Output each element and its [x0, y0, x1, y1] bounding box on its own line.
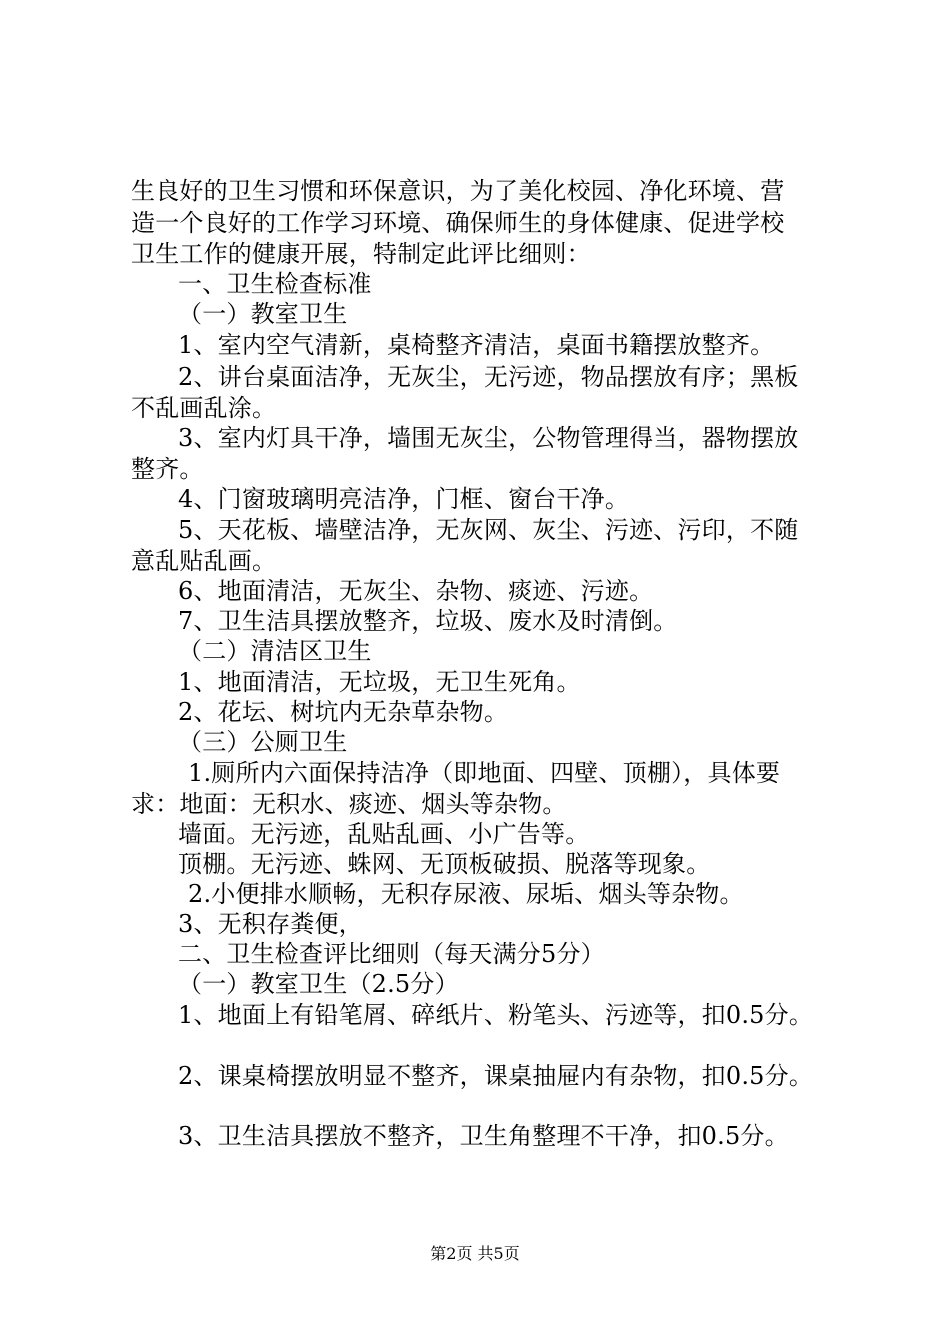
list-item: 墙面。无污迹，乱贴乱画、小广告等。 — [178, 820, 590, 848]
list-item: 1、地面上有铅笔屑、碎纸片、粉笔头、污迹等，扣0.5分。 — [178, 1001, 814, 1029]
list-item: 2、花坛、树坑内无杂草杂物。 — [178, 698, 509, 726]
list-item: 3、无积存粪便， — [178, 910, 363, 938]
list-item: 3、室内灯具干净，墙围无灰尘，公物管理得当，器物摆放 — [178, 424, 799, 452]
list-item: 1.厕所内六面保持洁净（即地面、四壁、顶棚），具体要 — [188, 759, 781, 787]
paragraph-line: 生良好的卫生习惯和环保意识，为了美化校园、净化环境、营 — [131, 177, 785, 205]
subsection-heading: （一）教室卫生 — [178, 300, 348, 328]
paragraph-line: 卫生工作的健康开展，特制定此评比细则： — [131, 240, 591, 268]
paragraph-line: 造一个良好的工作学习环境、确保师生的身体健康、促进学校 — [131, 209, 785, 237]
list-item: 7、卫生洁具摆放整齐，垃圾、废水及时清倒。 — [178, 607, 678, 635]
list-item: 6、地面清洁，无灰尘、杂物、痰迹、污迹。 — [178, 577, 654, 605]
subsection-heading: （一）教室卫生（2.5分） — [178, 970, 459, 998]
list-item: 2.小便排水顺畅，无积存尿液、尿垢、烟头等杂物。 — [188, 880, 744, 908]
list-item: 顶棚。无污迹、蛛网、无顶板破损、脱落等现象。 — [178, 850, 711, 878]
subsection-heading: （三）公厕卫生 — [178, 728, 348, 756]
list-item: 3、卫生洁具摆放不整齐，卫生角整理不干净，扣0.5分。 — [178, 1122, 789, 1150]
list-item-continuation: 整齐。 — [131, 455, 204, 483]
subsection-heading: （二）清洁区卫生 — [178, 637, 372, 665]
list-item-continuation: 求：地面：无积水、痰迹、烟头等杂物。 — [131, 790, 567, 818]
list-item: 1、地面清洁，无垃圾，无卫生死角。 — [178, 668, 581, 696]
list-item: 2、课桌椅摆放明显不整齐，课桌抽屉内有杂物，扣0.5分。 — [178, 1062, 814, 1090]
section-heading: 一、卫生检查标准 — [178, 270, 372, 298]
list-item: 2、讲台桌面洁净，无灰尘，无污迹，物品摆放有序；黑板 — [178, 363, 799, 391]
page-footer: 第2页 共5页 — [430, 1244, 520, 1263]
section-heading: 二、卫生检查评比细则（每天满分5分） — [178, 940, 605, 968]
list-item: 4、门窗玻璃明亮洁净，门框、窗台干净。 — [178, 485, 630, 513]
list-item: 1、室内空气清新，桌椅整齐清洁，桌面书籍摆放整齐。 — [178, 331, 775, 359]
list-item-continuation: 意乱贴乱画。 — [131, 547, 277, 575]
list-item: 5、天花板、墙壁洁净，无灰网、灰尘、污迹、污印，不随 — [178, 516, 799, 544]
list-item-continuation: 不乱画乱涂。 — [131, 394, 277, 422]
